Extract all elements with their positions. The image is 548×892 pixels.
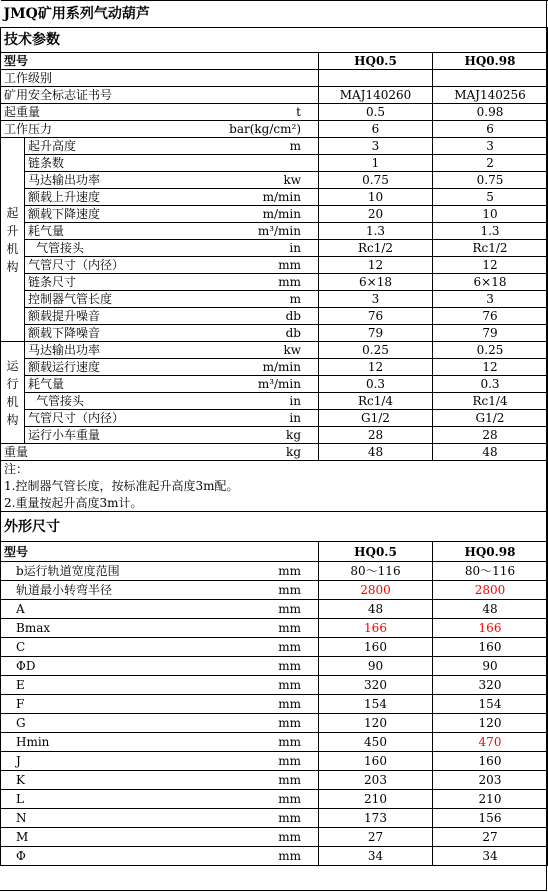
value-cell: 0.75 [319,172,433,189]
value-cell: 120 [433,714,548,733]
value-cell: 20 [319,206,433,223]
value-cell: 160 [433,752,548,771]
value-cell: 79 [319,325,433,342]
param-label: ΦD [16,659,36,673]
table-row [1,562,548,581]
table-row [1,121,548,138]
param-label: F [16,697,25,711]
param-label: 起重量 [4,105,41,119]
value-cell: Rc1/4 [433,393,548,410]
param-unit: m³/min [257,224,301,238]
param-label-cell [25,308,319,325]
value-cell: 0.25 [319,342,433,359]
value-cell: Rc1/4 [319,393,433,410]
param-unit: m [289,139,301,153]
param-unit: in [289,241,301,255]
param-unit: mm [278,621,301,635]
param-label: 气管接头 [36,241,85,255]
value-cell: 0.98 [433,104,548,121]
group-label-char: 行 [6,376,19,391]
value-cell: 3 [433,138,548,155]
table-row [1,104,548,121]
param-unit: t [296,105,301,119]
param-label: 控制器气管长度 [28,292,113,306]
param-label-cell [1,444,319,461]
param-label: 工作级别 [4,71,53,85]
param-unit: in [289,394,301,408]
param-label-cell [25,274,319,291]
value-cell: 120 [319,714,433,733]
param-label: 轨道最小转弯半径 [16,583,113,597]
param-unit: mm [278,678,301,692]
table-row [1,359,548,376]
param-label-cell [25,325,319,342]
value-cell: 156 [433,809,548,828]
table-row [1,427,548,444]
table-row [1,771,548,790]
table-row [1,87,548,104]
table-row [1,172,548,189]
param-unit: m³/min [257,377,301,391]
value-cell: Rc1/2 [433,240,548,257]
dims-header-label: 型号 [1,542,319,562]
param-label: K [16,773,25,787]
param-label-cell [1,695,319,714]
section-row [1,512,548,542]
param-label-cell [25,172,319,189]
table-row [1,676,548,695]
param-label: 起升高度 [28,139,77,153]
param-label-cell [25,223,319,240]
param-label: 矿用安全标志证书号 [4,88,113,102]
param-label: 马达输出功率 [28,173,101,187]
param-label-cell [1,581,319,600]
dims-header-model-1: HQ0.5 [319,542,433,562]
value-cell: 76 [319,308,433,325]
param-label: 马达输出功率 [28,343,101,357]
table-row [1,70,548,87]
value-cell: 210 [433,790,548,809]
note-row [1,461,548,478]
value-cell: 80～116 [433,562,548,581]
tech-header-model-2: HQ0.98 [433,53,548,70]
table-row [1,308,548,325]
value-cell: 203 [433,771,548,790]
param-label: A [16,602,25,616]
value-cell: 203 [319,771,433,790]
param-label-cell [1,828,319,847]
param-label: 工作压力 [4,122,53,136]
value-cell: Rc1/2 [319,240,433,257]
param-label: 气管接头 [36,394,85,408]
value-cell: 28 [319,427,433,444]
param-label: 气管尺寸（内径） [28,258,125,272]
table-row [1,206,548,223]
travel-mechanism-group [1,342,25,444]
param-label-cell [25,155,319,172]
table-row [1,138,548,155]
table-row [1,342,548,359]
dims-header-model-2: HQ0.98 [433,542,548,562]
group-label-char: 起 [6,205,19,220]
param-label: 链条数 [28,156,65,170]
value-cell: 6×18 [433,274,548,291]
value-cell: 166 [319,619,433,638]
group-label-char: 构 [6,259,19,274]
table-row [1,223,548,240]
tech-section-heading: 技术参数 [1,28,548,53]
table-row [1,155,548,172]
table-row [1,240,548,257]
value-cell: 0.25 [433,342,548,359]
value-cell: 12 [319,359,433,376]
table-row [1,291,548,308]
param-label: Φ [16,849,26,863]
table-row [1,274,548,291]
param-label: M [16,830,29,844]
value-cell: G1/2 [319,410,433,427]
value-cell: 3 [433,291,548,308]
value-cell: 27 [433,828,548,847]
table-row [1,325,548,342]
value-cell: 79 [433,325,548,342]
param-label-cell [25,376,319,393]
value-cell: 0.75 [433,172,548,189]
table-row [1,393,548,410]
value-cell: 12 [433,257,548,274]
value-cell: 80～116 [319,562,433,581]
param-label-cell [25,410,319,427]
table-row [1,257,548,274]
value-cell: 1.3 [433,223,548,240]
param-unit: db [285,309,301,323]
param-label-cell [1,562,319,581]
param-label-cell [1,752,319,771]
param-label: N [16,811,27,825]
table-row [1,657,548,676]
value-cell: 173 [319,809,433,828]
value-cell: 154 [433,695,548,714]
param-label: 气管尺寸（内径） [28,411,125,425]
param-label: E [16,678,25,692]
param-label: 额载提升噪音 [28,309,101,323]
value-cell: MAJ140256 [433,87,548,104]
value-cell: 320 [319,676,433,695]
param-label: 链条尺寸 [28,275,77,289]
group-label-char: 构 [6,412,19,427]
param-label: Hmin [16,735,50,749]
group-label-char: 机 [6,241,19,256]
param-unit: mm [278,564,301,578]
value-cell: 210 [319,790,433,809]
value-cell: 1.3 [319,223,433,240]
param-unit: mm [278,716,301,730]
group-label-char: 升 [6,223,19,238]
table-row [1,581,548,600]
param-label-cell [1,771,319,790]
param-label: 重量 [4,445,29,459]
param-label-cell [1,676,319,695]
param-unit: m [289,292,301,306]
param-label-cell [1,714,319,733]
param-unit: m/min [262,360,301,374]
param-unit: mm [278,773,301,787]
param-unit: bar(kg/cm²) [229,122,301,136]
param-label-cell [1,121,319,138]
value-cell: 27 [319,828,433,847]
param-label: 额载上升速度 [28,190,101,204]
param-unit: in [289,411,301,425]
param-label-cell [1,657,319,676]
table-row [1,542,548,562]
value-cell: 3 [319,138,433,155]
group-label-char: 机 [6,394,19,409]
value-cell: 3 [319,291,433,308]
param-label-cell [25,138,319,155]
param-unit: mm [278,735,301,749]
param-label: 额载下降速度 [28,207,101,221]
param-label: Bmax [16,621,51,635]
param-label: 运行小车重量 [28,428,101,442]
param-unit: mm [278,275,301,289]
param-label-cell [25,393,319,410]
param-label-cell [25,359,319,376]
tech-header-label: 型号 [1,53,319,70]
param-label-cell [1,733,319,752]
page-title: JMQ矿用系列气动葫芦 [1,1,548,28]
param-unit: m/min [262,207,301,221]
table-row [1,638,548,657]
value-cell: 154 [319,695,433,714]
value-cell: G1/2 [433,410,548,427]
table-row [1,809,548,828]
param-unit: kw [283,173,301,187]
value-cell: 2800 [319,581,433,600]
param-label-cell [1,70,319,87]
param-unit: kg [286,428,301,442]
param-label-cell [1,600,319,619]
value-cell: 90 [433,657,548,676]
value-cell: 34 [433,847,548,866]
table-row [1,444,548,461]
value-cell: 450 [319,733,433,752]
param-unit: kw [283,343,301,357]
param-label: 耗气量 [28,224,65,238]
param-unit: mm [278,583,301,597]
table-row [1,376,548,393]
param-label: 耗气量 [28,377,65,391]
value-cell: 12 [319,257,433,274]
param-label-cell [1,619,319,638]
value-cell: 2800 [433,581,548,600]
param-unit: mm [278,849,301,863]
param-unit: mm [278,659,301,673]
value-cell: 48 [433,444,548,461]
value-cell: 5 [433,189,548,206]
value-cell: 0.3 [433,376,548,393]
value-cell: 2 [433,155,548,172]
param-unit: m/min [262,190,301,204]
value-cell: 6 [319,121,433,138]
tech-header-model-1: HQ0.5 [319,53,433,70]
table-row [1,619,548,638]
param-unit: mm [278,830,301,844]
note-row [1,495,548,512]
param-unit: mm [278,258,301,272]
value-cell: 160 [433,638,548,657]
param-unit: mm [278,697,301,711]
param-unit: mm [278,602,301,616]
table-row [1,695,548,714]
param-label-cell [25,427,319,444]
table-row [1,714,548,733]
value-cell: 0.3 [319,376,433,393]
param-unit: mm [278,640,301,654]
param-label-cell [25,257,319,274]
value-cell: 48 [433,600,548,619]
value-cell [319,70,433,87]
value-cell: 48 [319,444,433,461]
param-label-cell [25,342,319,359]
group-label-char: 运 [6,358,19,373]
param-unit: mm [278,811,301,825]
value-cell: 166 [433,619,548,638]
value-cell: MAJ140260 [319,87,433,104]
param-label: L [16,792,24,806]
param-unit: mm [278,754,301,768]
dims-section-heading: 外形尺寸 [1,512,548,542]
param-label-cell [1,809,319,828]
table-row [1,410,548,427]
note-text: 2.重量按起升高度3m计。 [1,495,548,512]
param-label: G [16,716,26,730]
param-label-cell [1,790,319,809]
param-label: 额载下降噪音 [28,326,101,340]
param-unit: mm [278,792,301,806]
param-label-cell [25,189,319,206]
table-row [1,847,548,866]
param-label-cell [25,291,319,308]
value-cell [433,70,548,87]
lift-mechanism-group [1,138,25,342]
table-row [1,600,548,619]
param-label-cell [25,240,319,257]
value-cell: 76 [433,308,548,325]
param-label: b运行轨道宽度范围 [16,564,120,578]
param-unit: db [285,326,301,340]
value-cell: 6×18 [319,274,433,291]
value-cell: 1 [319,155,433,172]
param-label: C [16,640,26,654]
spec-table-body [1,1,548,866]
param-label-cell [1,638,319,657]
value-cell: 0.5 [319,104,433,121]
value-cell: 470 [433,733,548,752]
note-text: 注： [1,461,548,478]
param-label-cell [1,104,319,121]
value-cell: 34 [319,847,433,866]
value-cell: 10 [433,206,548,223]
note-row [1,478,548,495]
table-row [1,828,548,847]
value-cell: 160 [319,638,433,657]
value-cell: 10 [319,189,433,206]
value-cell: 12 [433,359,548,376]
param-label-cell [1,87,319,104]
value-cell: 320 [433,676,548,695]
param-unit: kg [286,445,301,459]
table-row [1,752,548,771]
param-label-cell [1,847,319,866]
param-label-cell [25,206,319,223]
param-label: J [16,754,21,768]
param-label: 额载运行速度 [28,360,101,374]
note-text: 1.控制器气管长度，按标准起升高度3m配。 [1,478,548,495]
value-cell: 6 [433,121,548,138]
table-row [1,189,548,206]
table-row [1,790,548,809]
value-cell: 28 [433,427,548,444]
value-cell: 160 [319,752,433,771]
table-row [1,733,548,752]
value-cell: 90 [319,657,433,676]
value-cell: 48 [319,600,433,619]
